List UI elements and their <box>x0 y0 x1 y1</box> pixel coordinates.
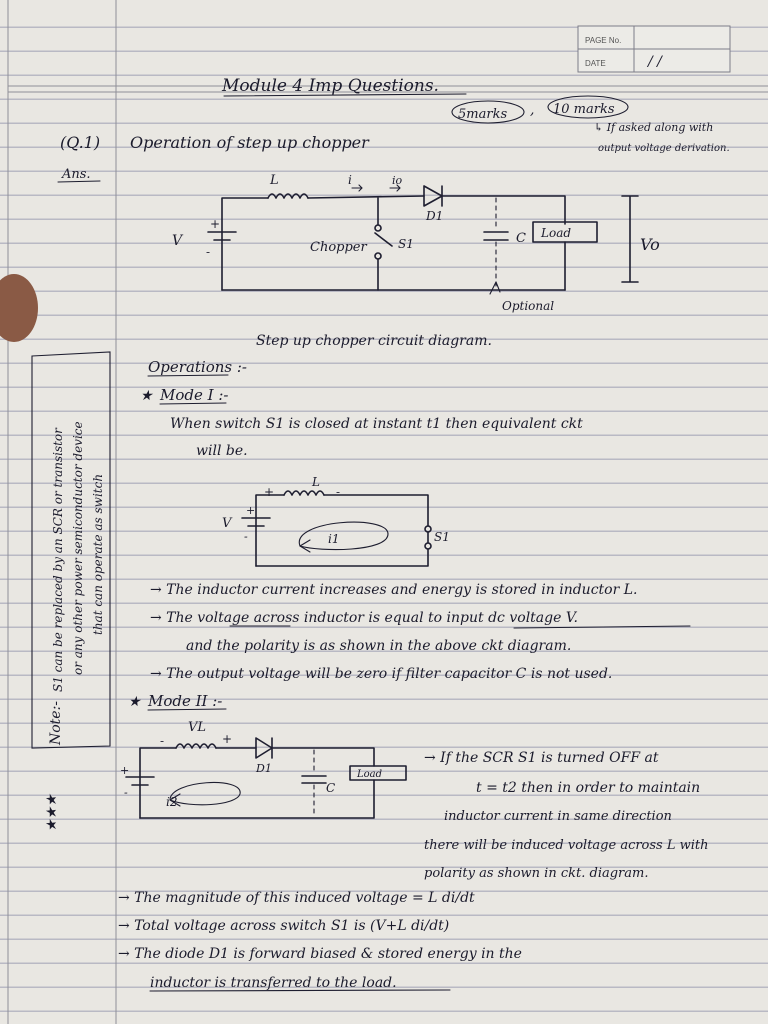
mode2-side-1: → If the SCR S1 is turned OFF at <box>424 750 659 766</box>
c2-switch-label: S1 <box>434 530 450 544</box>
c3-plus-label: + <box>120 764 130 777</box>
five-marks-label: 5marks <box>458 107 508 122</box>
c3-inductor-minus: - <box>160 734 165 748</box>
marks-comma: , <box>530 102 535 118</box>
side-note-line-1: S1 can be replaced by an SCR or transistor <box>51 428 65 692</box>
answer-label: Ans. <box>62 167 91 182</box>
c2-minus-label: - <box>244 530 248 543</box>
c3-vl-label: VL <box>188 720 207 735</box>
question-number: (Q.1) <box>60 133 101 152</box>
date-label: DATE <box>585 59 606 68</box>
c3-diode-label: D1 <box>256 762 272 775</box>
c1-switch-label: S1 <box>398 237 414 251</box>
c1-current-io-label: io <box>392 174 403 187</box>
side-note-line-2: or any other power semiconductor device <box>71 421 85 675</box>
c1-load-label: Load <box>541 226 572 240</box>
diode-symbol <box>424 186 442 206</box>
c2-current-label: i1 <box>328 532 340 546</box>
capacitor-symbol <box>484 232 508 240</box>
c3-load-label: Load <box>357 769 383 780</box>
side-note-line-3: that can operate as switch <box>91 473 105 635</box>
mode1-point-2-underline <box>230 626 690 628</box>
mode1-point-3: and the polarity is as shown in the above ckt diagram. <box>186 638 572 654</box>
side-note-label: Note:- <box>48 700 64 745</box>
c2-inductor-label: L <box>312 475 320 489</box>
operations-heading: Operations :- <box>148 358 247 376</box>
marks-note-2: output voltage derivation. <box>598 143 730 154</box>
mode2-side-2: t = t2 then in order to maintain <box>476 780 701 796</box>
mode2-side-5: polarity as shown in ckt. diagram. <box>424 866 649 881</box>
mode2-point-4: inductor is transferred to the load. <box>150 975 397 991</box>
c1-chopper-label: Chopper <box>310 240 367 255</box>
c3-inductor-plus: + <box>222 732 233 746</box>
mode1-point-2: → The voltage across inductor is equal to input dc voltage V. <box>150 610 578 626</box>
step-up-chopper-circuit <box>208 185 638 294</box>
c1-source-label: V <box>172 233 183 249</box>
c2-inductor-plus: + <box>264 485 275 499</box>
c3-capacitor-label: C <box>326 781 336 795</box>
circuit1-caption: Step up chopper circuit diagram. <box>256 333 492 349</box>
mode2-star: ★ <box>128 694 141 710</box>
c1-minus-label: - <box>206 245 211 259</box>
mode2-point-3: → The diode D1 is forward biased & stored energy in the <box>118 946 522 962</box>
mode1-line-2: will be. <box>196 443 248 459</box>
side-note <box>32 352 110 832</box>
page-date-box <box>578 26 730 72</box>
marks-note-1: ↳ If asked along with <box>594 121 714 134</box>
mode1-equivalent-circuit <box>242 491 431 566</box>
c2-source-label: V <box>222 516 232 531</box>
c3-minus-label: - <box>124 786 128 799</box>
finger-image <box>0 274 38 342</box>
c1-vo-label: Vo <box>640 235 660 254</box>
mode1-heading: Mode I :- <box>160 386 229 404</box>
page-title: Module 4 Imp Questions. <box>222 76 439 96</box>
mode2-point-1: → The magnitude of this induced voltage = L di/dt <box>118 890 475 906</box>
mode1-point-1: → The inductor current increases and energy is stored in inductor L. <box>150 582 638 598</box>
mode2-point-2: → Total voltage across switch S1 is (V+L di/dt) <box>118 918 450 934</box>
mode1-star: ★ <box>140 388 153 404</box>
date-value: / / <box>648 54 662 70</box>
c3-current-label: i2 <box>166 795 178 809</box>
c1-optional-label: Optional <box>502 299 555 313</box>
c1-inductor-label: L <box>270 173 279 188</box>
ten-marks-label: 10 marks <box>553 102 615 117</box>
c1-capacitor-label: C <box>516 231 526 246</box>
c2-inductor-minus: - <box>336 485 341 499</box>
mode2-side-4: there will be induced voltage across L with <box>424 838 709 853</box>
mode1-point-4: → The output voltage will be zero if filter capacitor C is not used. <box>150 666 613 682</box>
mode1-line-1: When switch S1 is closed at instant t1 then equivalent ckt <box>170 416 583 432</box>
stars: ★★★ <box>44 794 60 832</box>
c2-plus-label: + <box>246 504 256 517</box>
switch-terminal <box>375 225 381 231</box>
c1-plus-label: + <box>210 217 221 231</box>
c1-current-i-label: i <box>348 173 352 187</box>
c1-diode-label: D1 <box>426 209 444 223</box>
inductor-symbol <box>268 194 308 198</box>
page-no-label: PAGE No. <box>585 36 622 45</box>
mode2-heading: Mode II :- <box>148 692 223 710</box>
mode2-side-3: inductor current in same direction <box>444 809 672 824</box>
question-text: Operation of step up chopper <box>130 133 369 152</box>
